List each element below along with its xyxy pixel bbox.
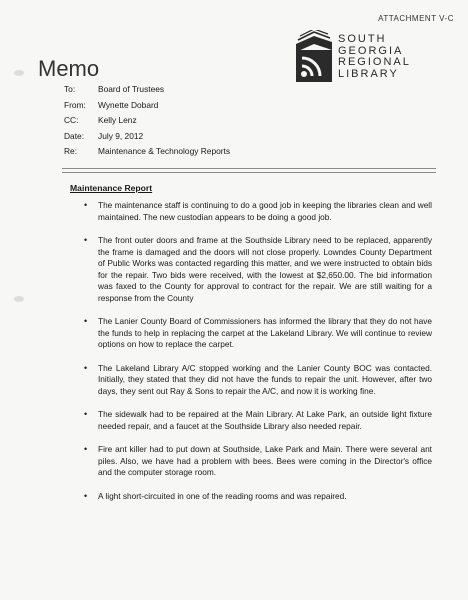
bullet-icon: • <box>84 200 88 210</box>
header-label: Date: <box>64 130 85 141</box>
header-value: Board of Trustees <box>98 84 165 94</box>
list-item-text: The Lakeland Library A/C stopped working and the Lanier County BOC was contacted. Initially, they stated that they did not have the funds to repair the unit. However, after two days, they sent out Ray & Sons to repair the A/C, and now it is working fine. <box>98 362 432 396</box>
section-title: Maintenance Report <box>70 183 153 193</box>
header-value: Wynette Dobard <box>98 99 159 110</box>
list-item <box>84 491 432 503</box>
list-item <box>84 363 432 398</box>
list-item <box>84 409 432 432</box>
logo-line: LIBRARY <box>338 67 399 80</box>
logo-line: REGIONAL <box>338 56 411 68</box>
list-item <box>84 444 432 479</box>
bullet-list <box>84 200 432 514</box>
punch-hole <box>14 70 24 76</box>
list-item-text: A light short-circuited in one of the reading rooms and was repaired. <box>98 490 347 501</box>
bullet-icon: • <box>84 444 88 454</box>
header-divider <box>62 172 436 173</box>
list-item-text: The maintenance staff is continuing to do a good job in keeping the libraries clean and well maintained. The new custodian appears to be doing a good job. <box>98 200 432 222</box>
list-item <box>84 200 432 223</box>
list-item <box>84 235 432 304</box>
header-label: To: <box>64 84 76 94</box>
bullet-icon: • <box>84 362 88 373</box>
logo-line: GEORGIA <box>338 44 404 57</box>
header-label: CC: <box>64 115 79 125</box>
header-value: Kelly Lenz <box>98 115 137 125</box>
header-value: Maintenance & Technology Reports <box>98 146 231 156</box>
header-divider <box>62 168 436 169</box>
memo-title: Memo <box>38 56 100 81</box>
list-item-text: Fire ant killer had to put down at Southside, Lake Park and Main. There were several ant piles. Also, we have had a problem with bees. Bees were coming in the Director's office and the computer storage room. <box>98 444 432 477</box>
list-item-text: The sidewalk had to be repaired at the Main Library. At Lake Park, an outside light fixture needed repair, and a faucet at the Southside Library also needed repair. <box>98 409 432 431</box>
bullet-icon: • <box>84 316 88 326</box>
header-value: July 9, 2012 <box>98 130 144 141</box>
list-item-text: The front outer doors and frame at the Southside Library need to be replaced, apparently the frame is damaged and the doors will not close properly. Lowndes County Department of Public Works was contacted regarding this matter, and we were instructed to obtain bids for the repair. Two bids were received, with the lowest at $2,650.00. The bid information was faxed to the County for approval to contract for the repair. We are still waiting for a response from the County <box>98 235 432 303</box>
header-label: From: <box>64 99 86 110</box>
list-item-text: The Lanier County Board of Commissioners has informed the library that they do not have the funds to help in replacing the carpet at the Lakeland Library. We will continue to review options on how to replace the carpet. <box>98 316 432 349</box>
book-wifi-logo-icon <box>292 30 336 84</box>
bullet-icon: • <box>84 235 88 245</box>
list-item <box>84 316 432 351</box>
library-logo <box>292 30 452 86</box>
attachment-label: ATTACHMENT V-C <box>378 14 454 23</box>
bullet-icon: • <box>84 490 88 501</box>
header-label: Re: <box>64 146 78 156</box>
punch-hole <box>14 296 24 302</box>
bullet-icon: • <box>84 409 88 419</box>
logo-line: SOUTH <box>338 33 387 45</box>
logo-text <box>338 34 411 80</box>
